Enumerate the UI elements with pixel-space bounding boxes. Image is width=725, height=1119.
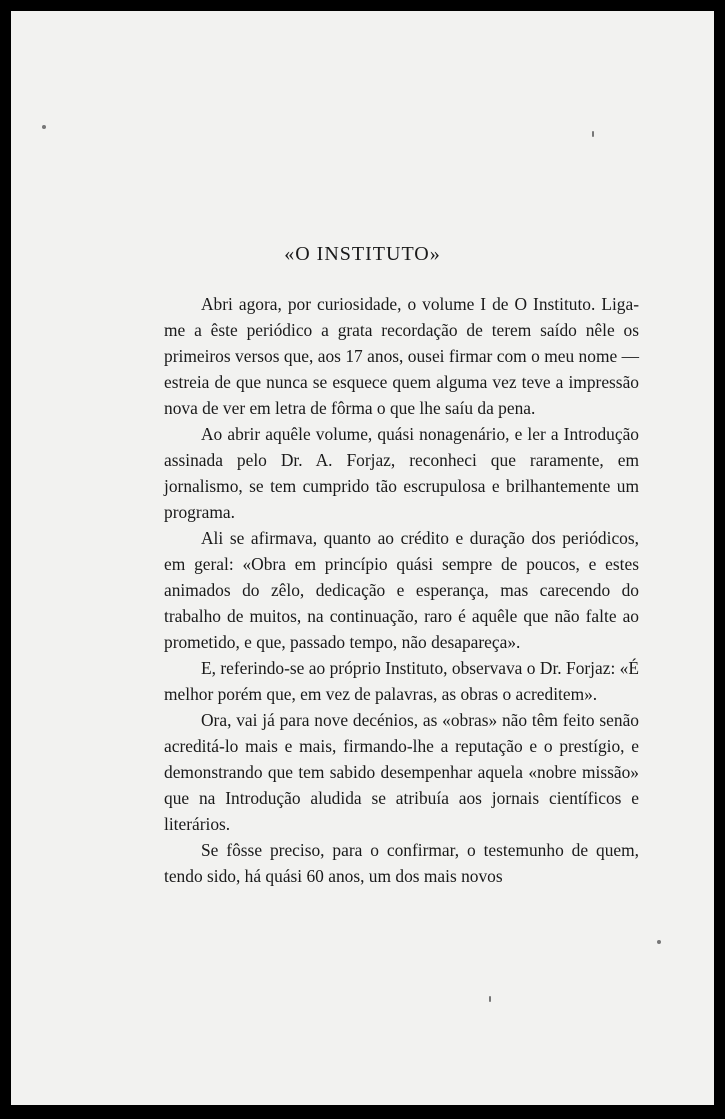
book-page bbox=[11, 11, 714, 1105]
paper-speck bbox=[489, 996, 491, 1002]
paragraph-6: Se fôsse preciso, para o confirmar, o testemunho de quem, tendo sido, há quási 60 anos, um dos mais novos bbox=[164, 840, 639, 886]
paragraph-2: Ao abrir aquêle volume, quási nonagenário, e ler a Introdução assinada pelo Dr. A. Forjaz, reconheci que raramente, em jornalismo, se tem cumprido tão escrupulosa e brilhantemente um programa. bbox=[164, 424, 639, 522]
paragraph-1: Abri agora, por curiosidade, o volume I de O Instituto. Liga-me a êste periódico a grata recordação de terem saído nêle os primeiros versos que, aos 17 anos, ousei firmar com o meu nome — estreia de que nunca se esquece quem alguma vez teve a impressão nova de ver em letra de fôrma o que lhe saíu da pena. bbox=[164, 294, 639, 418]
paragraph-3: Ali se afirmava, quanto ao crédito e duração dos periódicos, em geral: «Obra em princípio quási sempre de poucos, e estes animados do zêlo, dedicação e esperança, mas carecendo do trabalho de muitos, na continuação, raro é aquêle que não falte ao prometido, e que, passado tempo, não desapareça». bbox=[164, 528, 639, 652]
paragraph-5: Ora, vai já para nove decénios, as «obras» não têm feito senão acreditá-lo mais e mais, firmando-lhe a reputação e o prestígio, e demonstrando que tem sabido desempenhar aquela «nobre missão» que na Introdução aludida se atribuía aos jornais científicos e literários. bbox=[164, 710, 639, 834]
paragraph-4: E, referindo-se ao próprio Instituto, observava o Dr. Forjaz: «É melhor porém que, em vez de palavras, as obras o acreditem». bbox=[164, 658, 639, 704]
paper-speck bbox=[592, 131, 594, 137]
paper-speck bbox=[42, 125, 46, 129]
body-text bbox=[164, 291, 639, 889]
paper-speck bbox=[657, 940, 661, 944]
page-title: «O INSTITUTO» bbox=[284, 243, 441, 265]
